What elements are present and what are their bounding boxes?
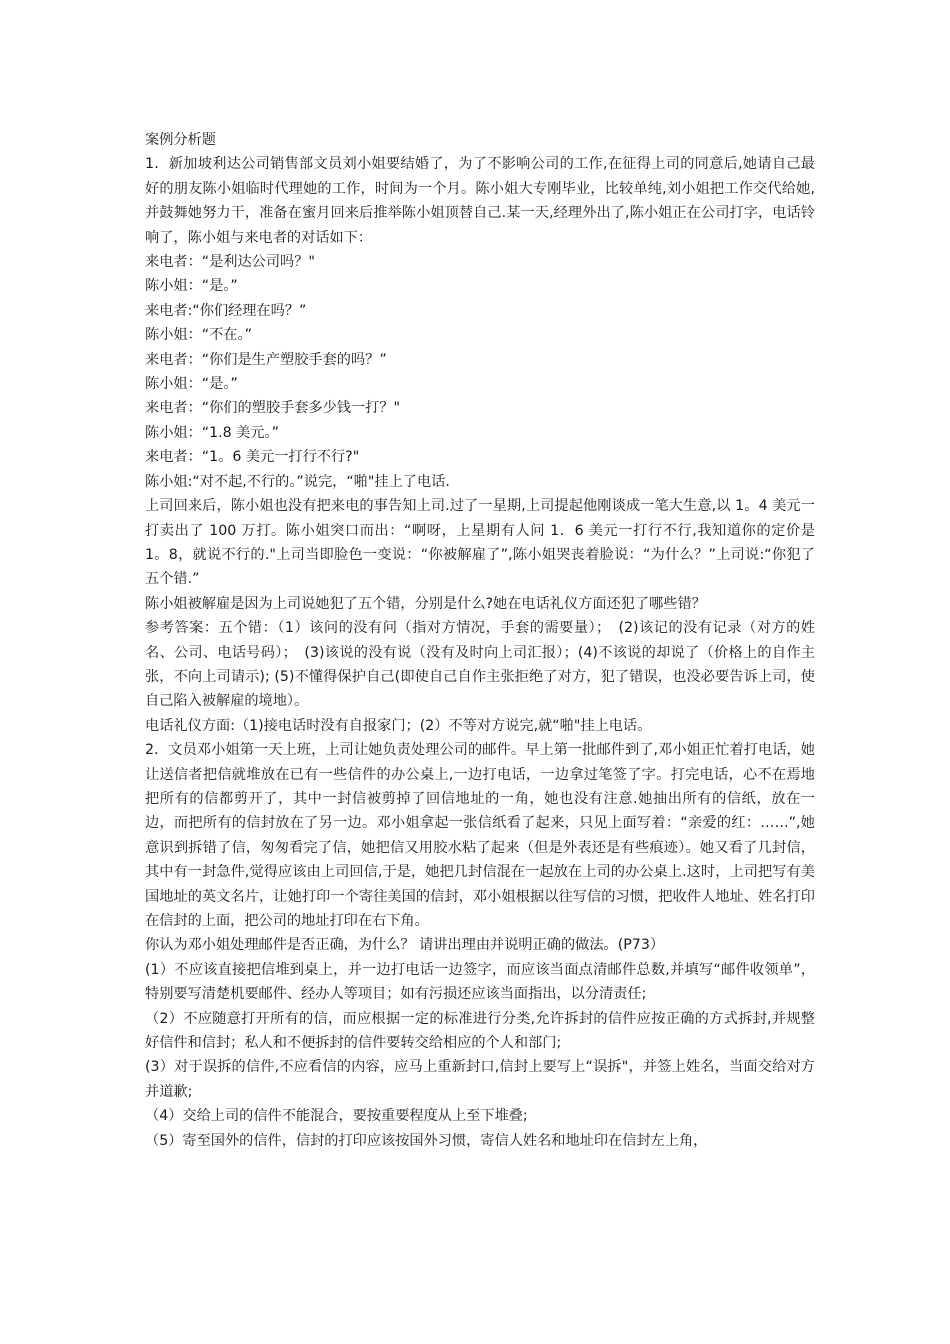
answer-item: （5）寄至国外的信件，信封的打印应该按国外习惯，寄信人姓名和地址印在信封左上角， xyxy=(145,1132,708,1149)
paragraph-case2-question: 你认为邓小姐处理邮件是否正确，为什么？ 请讲出理由并说明正确的做法。(P73） xyxy=(145,937,665,954)
answer-item: （4）交给上司的信件不能混合，要按重要程度从上至下堆叠; xyxy=(145,1108,528,1125)
dialogue-line: 陈小姐：“是。” xyxy=(145,376,238,393)
dialogue-line: 来电者：“你们是生产塑胶手套的吗？” xyxy=(145,351,387,368)
paragraph-case1-question: 陈小姐被解雇是因为上司说她犯了五个错，分别是什么?她在电话礼仪方面还犯了哪些错？ xyxy=(145,595,706,612)
paragraph-case1-answer: 参考答案：五个错：（1）该问的没有问（指对方情况，手套的需要量）； (2)该记的没有记录（对方的姓名、公司、电话号码）； (3)该说的没有说（没有及时向上司汇报）；(4)不该说的却说了（价格上的自作主张，不向上司请示); (5)不懂得保护自己(即使自己自作主张拒绝了对方，犯了错误，也没必要告诉上司，使自己陷入被解雇的境地）。 xyxy=(145,620,815,710)
document-page xyxy=(145,128,815,1153)
dialogue-line: 来电者：“1。6 美元一打行不行?" xyxy=(145,449,360,466)
dialogue-line: 来电者：“是利达公司吗？" xyxy=(145,254,315,271)
document-title: 案例分析题 xyxy=(145,132,216,148)
answer-item: (1）不应该直接把信堆到桌上，并一边打电话一边签字，而应该当面点清邮件总数,并填写“邮件收领单”，特别要写清楚机要邮件、经办人等项目；如有污损还应该当面指出，以分清责任; xyxy=(145,961,815,1003)
dialogue-line: 来电者:“你们经理在吗？” xyxy=(145,302,307,319)
dialogue-line: 陈小姐：“是。” xyxy=(145,278,238,295)
paragraph-case2-intro: 2．文员邓小姐第一天上班，上司让她负责处理公司的邮件。早上第一批邮件到了,邓小姐正忙着打电话，她让送信者把信就堆放在已有一些信件的办公桌上,一边打电话，一边拿过笔签了字。打完电话，心不在焉地把所有的信都剪开了，其中一封信被剪掉了回信地址的一角，她也没有注意.她抽出所有的信纸，放在一边，而把所有的信封放在了另一边。邓小姐拿起一张信纸看了起来，只见上面写着：“亲爱的红：……”,她意识到拆错了信，匆匆看完了信，她把信又用胶水粘了起来（但是外表还是有些痕迹）。她又看了几封信，其中有一封急件,觉得应该由上司回信,于是，她把几封信混在一起放在上司的办公桌上.这时，上司把写有美国地址的英文名片，让她打印一个寄往美国的信封，邓小姐根据以往写信的习惯，把收件人地址、姓名打印在信封的上面，把公司的地址打印在右下角。 xyxy=(145,742,815,929)
paragraph-case1-etiquette: 电话礼仪方面:（1)接电话时没有自报家门；(2）不等对方说完,就“啪"挂上电话。 xyxy=(145,717,652,734)
dialogue-line: 陈小姐：“不在。” xyxy=(145,327,252,344)
dialogue-line: 陈小姐：“1.8 美元。” xyxy=(145,424,279,441)
answer-item: (3）对于误拆的信件,不应看信的内容，应马上重新封口,信封上要写上“误拆"，并签上姓名，当面交给对方并道歉; xyxy=(145,1059,815,1100)
dialogue-line: 来电者：“你们的塑胶手套多少钱一打？" xyxy=(145,400,401,417)
answer-item: （2）不应随意打开所有的信，而应根据一定的标准进行分类,允许拆封的信件应按正确的方式拆封,并规整好信件和信封；私人和不便拆封的信件要转交给相应的个人和部门; xyxy=(145,1010,815,1052)
paragraph-case1-intro: 1．新加坡利达公司销售部文员刘小姐要结婚了，为了不影响公司的工作,在征得上司的同意后,她请自己最好的朋友陈小姐临时代理她的工作，时间为一个月。陈小姐大专刚毕业，比较单纯,刘小姐把工作交代给她,并鼓舞她努力干，准备在蜜月回来后推举陈小姐顶替自己.某一天,经理外出了,陈小姐正在公司打字，电话铃响了，陈小姐与来电者的对话如下： xyxy=(145,156,815,246)
paragraph-case1-story: 上司回来后，陈小姐也没有把来电的事告知上司.过了一星期,上司提起他刚谈成一笔大生意,以 1。4 美元一打卖出了 100 万打。陈小姐突口而出：“啊呀，上星期有人问 1．6 美元一打行不行,我知道你的定价是 1。8，就说不行的."上司当即脸色一变说：“你被解雇了”,陈小姐哭丧着脸说：“为什么？”上司说:“你犯了五个错.” xyxy=(145,498,815,588)
dialogue-line: 陈小姐:“对不起,不行的。”说完，“啪"挂上了电话. xyxy=(145,473,450,490)
